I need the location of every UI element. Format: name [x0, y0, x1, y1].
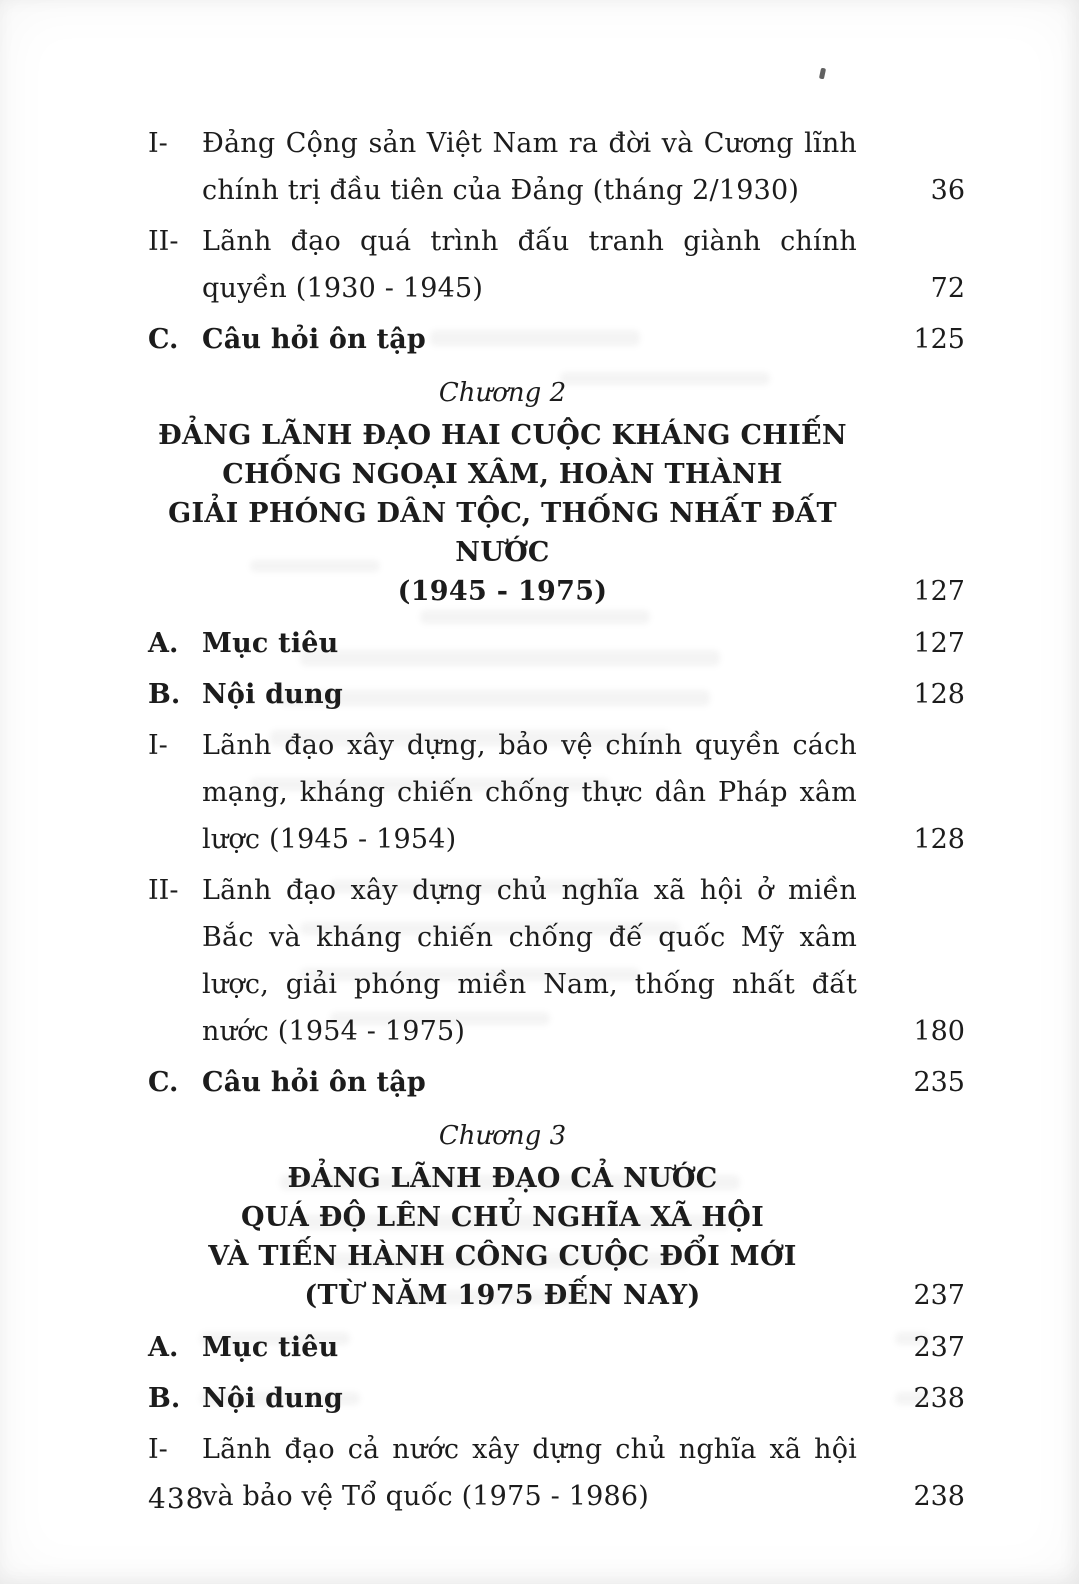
- chapter-title-line: ĐẢNG LÃNH ĐẠO HAI CUỘC KHÁNG CHIẾN: [158, 420, 847, 451]
- chapter-kicker: Chương 2: [438, 378, 567, 408]
- entry-label: A.: [148, 628, 179, 659]
- page-number: 438: [148, 1482, 205, 1515]
- entry-text: Nội dung: [202, 1383, 343, 1414]
- chapter-title: [148, 1159, 857, 1315]
- entry-label: A.: [148, 1332, 179, 1363]
- toc-entry: [148, 120, 965, 214]
- entry-page: 238: [913, 1481, 965, 1512]
- entry-text: Đảng Cộng sản Việt Nam ra đời và Cương lĩnh chính trị đầu tiên của Đảng (tháng 2/1930): [202, 128, 857, 206]
- chapter-title-line: GIẢI PHÓNG DÂN TỘC, THỐNG NHẤT ĐẤT NƯỚC: [168, 498, 837, 568]
- chapter-3-heading: [148, 1113, 965, 1315]
- chapter-2-heading: [148, 370, 965, 611]
- chapter-kicker: Chương 3: [438, 1121, 567, 1151]
- entry-text: Câu hỏi ôn tập: [202, 1067, 426, 1098]
- entry-text: Lãnh đạo xây dựng chủ nghĩa xã hội ở miền Bắc và kháng chiến chống đế quốc Mỹ xâm lược, giải phóng miền Nam, thống nhất đất nước (1954 - 1975): [202, 875, 857, 1047]
- entry-text: Lãnh đạo cả nước xây dựng chủ nghĩa xã hội và bảo vệ Tổ quốc (1975 - 1986): [202, 1434, 857, 1512]
- entry-page: 180: [913, 1016, 965, 1047]
- toc-entry: [148, 316, 965, 363]
- entry-page: 238: [913, 1383, 965, 1414]
- chapter-title-line: VÀ TIẾN HÀNH CÔNG CUỘC ĐỔI MỚI: [208, 1241, 797, 1272]
- entry-label: B.: [148, 1383, 181, 1414]
- entry-label: B.: [148, 679, 181, 710]
- toc-entry: [148, 1324, 965, 1371]
- chapter-title-line: ĐẢNG LÃNH ĐẠO CẢ NƯỚC: [287, 1163, 718, 1194]
- entry-page: 72: [930, 273, 965, 304]
- toc-entry: [148, 620, 965, 667]
- chapter-page: 237: [913, 1280, 965, 1311]
- ink-speck: [819, 68, 826, 80]
- toc-entry: [148, 1426, 965, 1520]
- entry-page: 36: [930, 175, 965, 206]
- entry-text: Câu hỏi ôn tập: [202, 324, 426, 355]
- entry-text: Nội dung: [202, 679, 343, 710]
- entry-page: 125: [913, 324, 965, 355]
- chapter-title-line: (TỪ NĂM 1975 ĐẾN NAY): [304, 1280, 701, 1311]
- toc-entry: [148, 867, 965, 1055]
- entry-page: 235: [913, 1067, 965, 1098]
- chapter-title-line: CHỐNG NGOẠI XÂM, HOÀN THÀNH: [222, 459, 783, 490]
- chapter-title-line: QUÁ ĐỘ LÊN CHỦ NGHĨA XÃ HỘI: [240, 1202, 764, 1233]
- entry-label: II-: [148, 875, 179, 906]
- entry-text: Mục tiêu: [202, 1332, 339, 1363]
- entry-page: 128: [913, 679, 965, 710]
- entry-label: C.: [148, 324, 179, 355]
- entry-page: 237: [913, 1332, 965, 1363]
- entry-label: II-: [148, 226, 179, 257]
- entry-page: 127: [913, 628, 965, 659]
- entry-page: 128: [913, 824, 965, 855]
- entry-label: I-: [148, 128, 168, 159]
- chapter-title-line: (1945 - 1975): [397, 576, 608, 607]
- toc-entry: [148, 1059, 965, 1106]
- entry-label: I-: [148, 1434, 168, 1465]
- toc-entry: [148, 671, 965, 718]
- entry-label: C.: [148, 1067, 179, 1098]
- toc-content: [148, 120, 965, 1524]
- entry-label: I-: [148, 730, 168, 761]
- entry-text: Lãnh đạo quá trình đấu tranh giành chính quyền (1930 - 1945): [202, 226, 857, 304]
- chapter-title: [148, 416, 857, 611]
- chapter-page: 127: [913, 576, 965, 607]
- toc-entry: [148, 722, 965, 863]
- toc-entry: [148, 218, 965, 312]
- toc-entry: [148, 1375, 965, 1422]
- entry-text: Lãnh đạo xây dựng, bảo vệ chính quyền cách mạng, kháng chiến chống thực dân Pháp xâm lược (1945 - 1954): [202, 730, 857, 855]
- entry-text: Mục tiêu: [202, 628, 339, 659]
